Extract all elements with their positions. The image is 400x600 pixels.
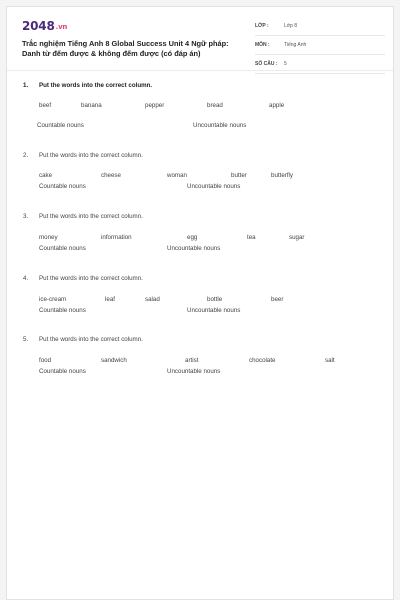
column-uncountable[interactable]: Uncountable nouns	[167, 245, 221, 252]
column-countable[interactable]: Countable nouns	[37, 122, 84, 129]
question-prompt: 2. Put the words into the correct column.	[23, 152, 143, 159]
site-logo[interactable]	[22, 19, 67, 33]
word-chip[interactable]: butterfly	[271, 172, 294, 179]
meta-label: SỐ CÂU :	[255, 61, 278, 67]
question-prompt: 4. Put the words into the correct column.	[23, 275, 143, 282]
column-countable[interactable]: Countable nouns	[39, 307, 86, 314]
word-chip[interactable]: sandwich	[101, 357, 127, 364]
meta-row-count	[255, 58, 385, 74]
word-chip[interactable]: leaf	[105, 296, 115, 303]
word-chip[interactable]: salt	[325, 357, 335, 364]
meta-row-class	[255, 20, 385, 36]
meta-info	[255, 20, 385, 77]
word-chip[interactable]: beer	[271, 296, 284, 303]
logo-suffix: .vn	[55, 23, 68, 31]
column-countable[interactable]: Countable nouns	[39, 245, 86, 252]
title-line-1: Trắc nghiệm Tiếng Anh 8 Global Success Unit 4 Ngữ pháp:	[22, 39, 229, 48]
word-chip[interactable]: tea	[247, 234, 256, 241]
word-chip[interactable]: cheese	[101, 172, 121, 179]
meta-label: MÔN :	[255, 42, 270, 48]
word-chip[interactable]: sugar	[289, 234, 305, 241]
word-chip[interactable]: beef	[39, 102, 52, 109]
title-line-2: Danh từ đếm được & không đếm được (có đáp án)	[22, 49, 201, 58]
word-chip[interactable]: bottle	[207, 296, 223, 303]
word-chip[interactable]: butter	[231, 172, 247, 179]
word-chip[interactable]: cake	[39, 172, 53, 179]
word-chip[interactable]: bread	[207, 102, 223, 109]
column-uncountable[interactable]: Uncountable nouns	[187, 183, 241, 190]
meta-value: Tiếng Anh	[284, 42, 307, 48]
question-prompt: 5. Put the words into the correct column.	[23, 336, 143, 343]
word-chip[interactable]: money	[39, 234, 58, 241]
word-chip[interactable]: chocolate	[249, 357, 276, 364]
column-countable[interactable]: Countable nouns	[39, 183, 86, 190]
word-chip[interactable]: apple	[269, 102, 285, 109]
word-chip[interactable]: ice-cream	[39, 296, 67, 303]
meta-row-subject	[255, 39, 385, 55]
meta-value: 5	[284, 61, 287, 67]
column-countable[interactable]: Countable nouns	[39, 368, 86, 375]
word-chip[interactable]: pepper	[145, 102, 165, 109]
column-uncountable[interactable]: Uncountable nouns	[193, 122, 247, 129]
meta-label: LỚP :	[255, 23, 269, 29]
word-chip[interactable]: salad	[145, 296, 160, 303]
word-chip[interactable]: woman	[167, 172, 187, 179]
word-chip[interactable]: egg	[187, 234, 198, 241]
word-chip[interactable]: food	[39, 357, 52, 364]
word-chip[interactable]: banana	[81, 102, 102, 109]
logo-main: 2048	[22, 19, 55, 33]
worksheet	[6, 6, 394, 600]
column-uncountable[interactable]: Uncountable nouns	[187, 307, 241, 314]
column-uncountable[interactable]: Uncountable nouns	[167, 368, 221, 375]
question-prompt: 1. Put the words into the correct column.	[23, 82, 153, 89]
meta-value: Lớp 8	[284, 23, 298, 29]
header-divider	[7, 70, 393, 71]
page-title	[22, 39, 252, 59]
word-chip[interactable]: information	[101, 234, 132, 241]
question-prompt: 3. Put the words into the correct column.	[23, 213, 143, 220]
header	[7, 7, 393, 67]
word-chip[interactable]: artist	[185, 357, 199, 364]
